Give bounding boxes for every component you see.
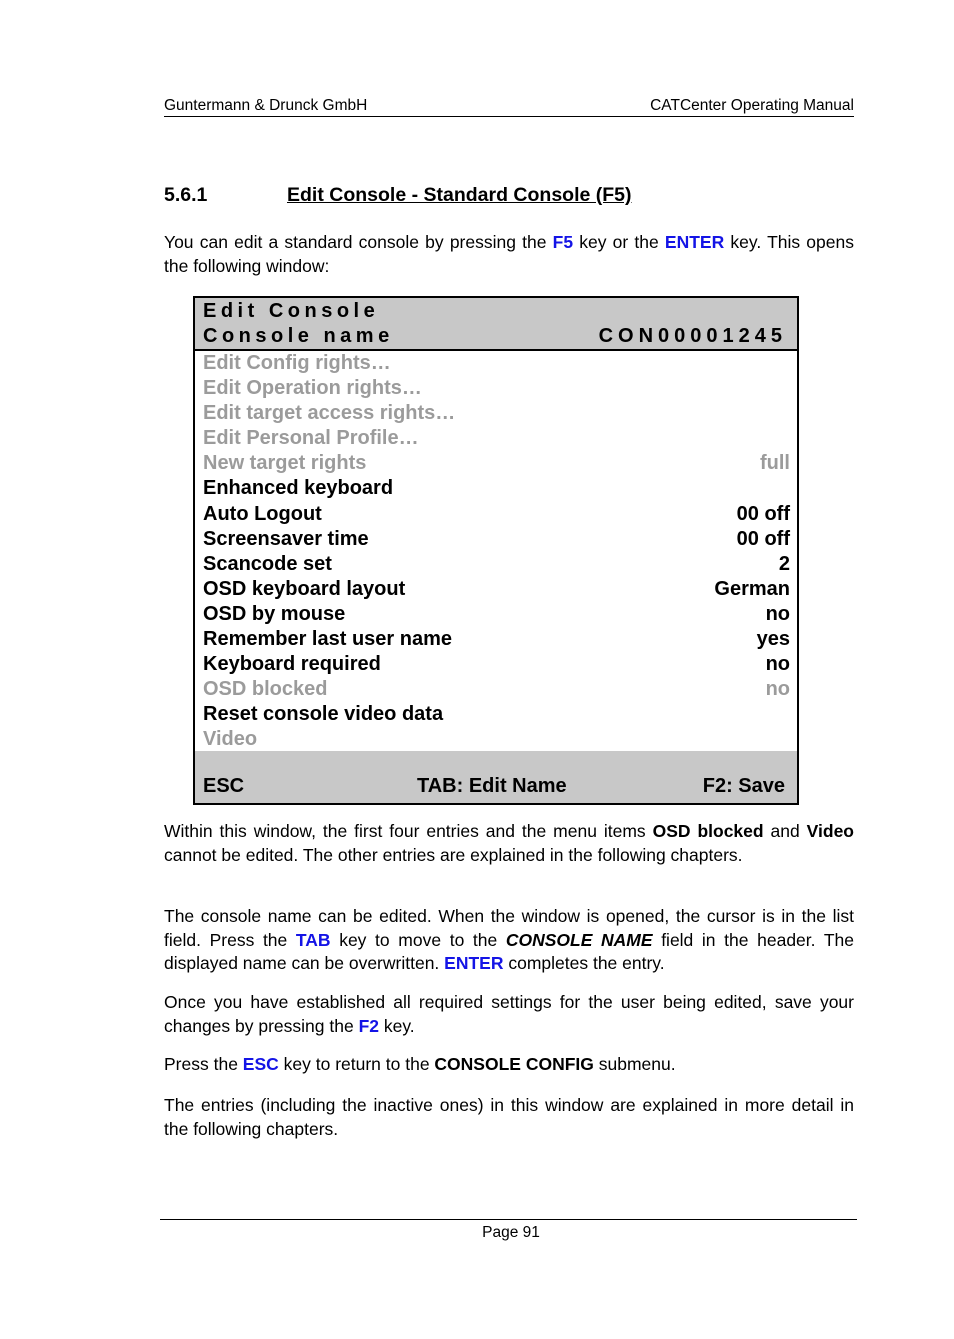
osd-menu-item-label: Screensaver time — [203, 527, 369, 550]
osd-menu-item[interactable] — [203, 702, 790, 727]
osd-menu-item-value: full — [760, 452, 790, 475]
osd-menu-item — [203, 451, 790, 476]
p3-text-2: key. — [379, 1015, 415, 1036]
p4-text-1: Press the — [164, 1054, 243, 1074]
osd-menu-item[interactable] — [203, 476, 790, 501]
console-name-label: Console name — [203, 325, 394, 347]
osd-menu-item-value: no — [765, 678, 790, 701]
p2-text-2: key to move to the — [330, 929, 506, 950]
osd-menu-item[interactable] — [203, 627, 790, 652]
osd-menu-item — [203, 376, 790, 401]
intro-paragraph — [164, 231, 854, 278]
console-name-term: CONSOLE NAME — [505, 929, 653, 950]
paragraph-console-name — [164, 905, 854, 976]
p1-text-2: and — [763, 821, 807, 841]
intro-text-1: You can edit a standard console by pressing the — [164, 232, 553, 252]
header-manual-title: CATCenter Operating Manual — [650, 97, 854, 114]
osd-menu-item[interactable] — [203, 527, 790, 552]
p3-text-1: Once you have established all required settings for the user being edited, save your changes by pressing the — [164, 992, 854, 1036]
p1-video: Video — [806, 821, 854, 841]
osd-menu-item-label: Edit Operation rights… — [203, 377, 422, 400]
p4-text-3: submenu. — [593, 1054, 676, 1074]
key-enter-2: ENTER — [444, 953, 504, 973]
console-name-field[interactable]: CON00001245 — [598, 325, 787, 347]
footer-rule — [160, 1219, 857, 1220]
esc-hint[interactable]: ESC — [203, 775, 245, 797]
osd-menu-item-label: New target rights — [203, 452, 367, 475]
p2-text-1: The console name can be edited. When the window is opened, the cursor is in the list field. Press the — [164, 906, 854, 950]
edit-console-window — [193, 296, 799, 805]
osd-menu-item-label: Keyboard required — [203, 653, 381, 676]
osd-menu-item-value: no — [765, 653, 790, 676]
osd-menu-item-value: German — [714, 577, 790, 600]
header-company: Guntermann & Drunck GmbH — [164, 97, 368, 114]
osd-menu-item-value: 2 — [778, 552, 790, 575]
osd-menu-item[interactable] — [203, 602, 790, 627]
section-title: Edit Console - Standard Console (F5) — [287, 184, 632, 206]
p2-text-4: completes the entry. — [503, 953, 665, 973]
paragraph-entries — [164, 1094, 854, 1141]
osd-menu-item-label: Video — [203, 728, 258, 751]
osd-menu-item[interactable] — [203, 502, 790, 527]
tab-edit-name-hint[interactable]: TAB: Edit Name — [417, 775, 567, 797]
page-number: Page 91 — [482, 1224, 540, 1241]
key-enter: ENTER — [664, 232, 725, 252]
key-esc: ESC — [242, 1054, 279, 1074]
osd-menu-item-value: no — [765, 602, 790, 625]
osd-menu-item-value: 00 off — [736, 502, 790, 525]
osd-menu-item-label: Edit Personal Profile… — [203, 427, 419, 450]
p1-text-3: cannot be edited. The other entries are explained in the following chapters. — [164, 844, 743, 865]
p1-text-1: Within this window, the first four entries and the menu items — [164, 821, 653, 841]
paragraph-not-editable — [164, 820, 854, 867]
osd-menu-item-value: 00 off — [736, 527, 790, 550]
osd-menu-item-label: OSD blocked — [203, 678, 328, 701]
osd-menu-item-value: yes — [756, 628, 790, 651]
header-rule — [164, 116, 854, 117]
osd-menu-item-label: Reset console video data — [203, 703, 444, 726]
osd-menu-item-label: Edit Config rights… — [203, 352, 391, 374]
osd-footer — [195, 751, 797, 803]
osd-menu-item[interactable] — [203, 577, 790, 602]
osd-menu-list — [203, 351, 790, 753]
osd-menu-item-label: Enhanced keyboard — [203, 477, 394, 500]
p2-text-3: field in the header. The displayed name can be overwritten. — [164, 929, 854, 973]
osd-header — [195, 298, 797, 351]
paragraph-esc — [164, 1053, 854, 1077]
key-f2: F2 — [358, 1015, 380, 1036]
osd-menu-item-label: OSD keyboard layout — [203, 577, 406, 600]
intro-text-2: key or the — [573, 232, 665, 252]
p5-text-1: The entries (including the inactive ones) in this window are explained in more detail in the following chapters. — [164, 1095, 854, 1139]
osd-menu-item-label: Scancode set — [203, 552, 332, 575]
section-number: 5.6.1 — [164, 184, 208, 206]
key-f5: F5 — [552, 232, 574, 252]
osd-menu-item — [203, 351, 790, 376]
osd-menu-item — [203, 727, 790, 752]
paragraph-save — [164, 991, 854, 1038]
p1-osd-blocked: OSD blocked — [652, 821, 764, 841]
osd-menu-item[interactable] — [203, 652, 790, 677]
osd-menu-item — [203, 401, 790, 426]
osd-menu-item-label: Auto Logout — [203, 502, 322, 525]
osd-menu-item[interactable] — [203, 552, 790, 577]
console-config-term: CONSOLE CONFIG — [434, 1054, 594, 1074]
p4-text-2: key to return to the — [278, 1054, 435, 1074]
osd-menu-item — [203, 426, 790, 451]
f2-save-hint[interactable]: F2: Save — [702, 775, 785, 797]
intro-text-3: key. This opens the following window: — [164, 232, 854, 276]
osd-menu-item-label: Edit target access rights… — [203, 402, 456, 425]
osd-title: Edit Console — [203, 300, 380, 322]
osd-menu-item-label: Remember last user name — [203, 628, 453, 651]
osd-menu-item-label: OSD by mouse — [203, 602, 346, 625]
key-tab: TAB — [295, 929, 331, 950]
osd-menu-item — [203, 677, 790, 702]
